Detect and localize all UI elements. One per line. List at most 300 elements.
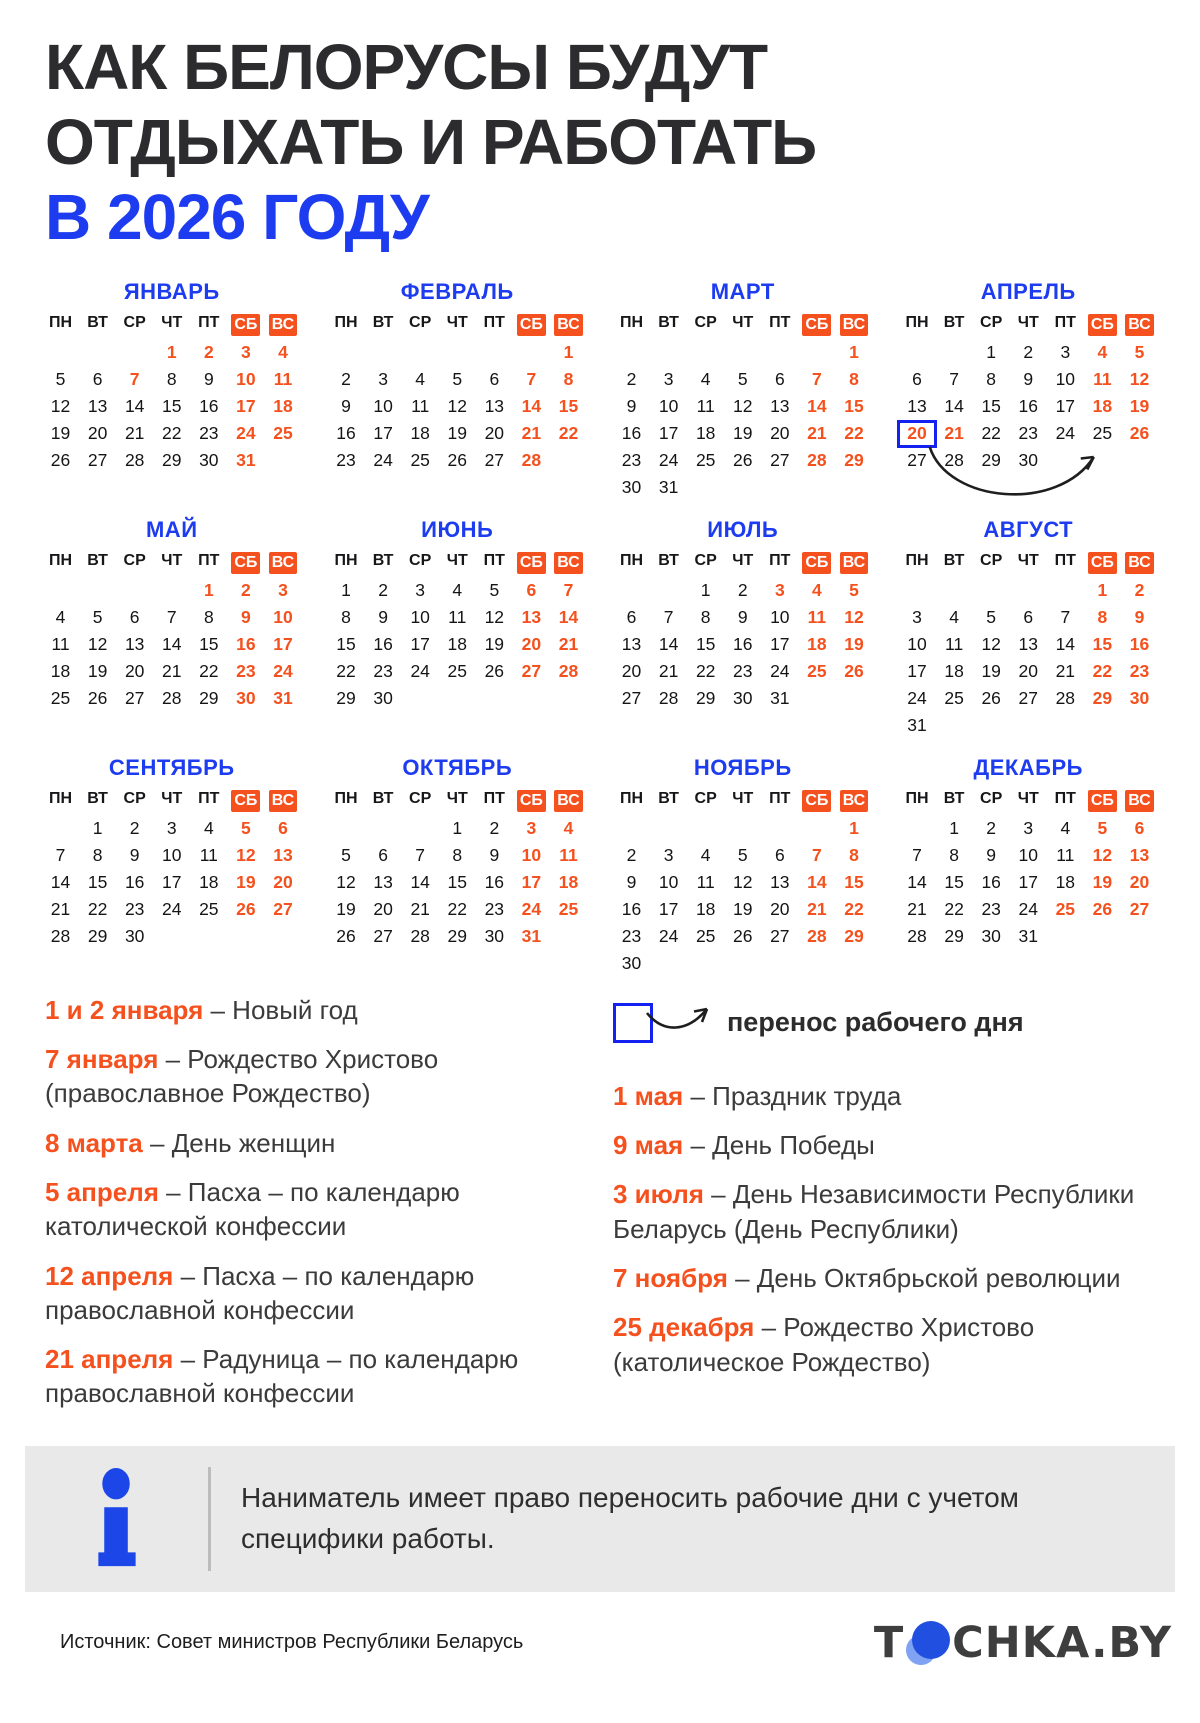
weekend-header-box: СБ [1088, 552, 1117, 574]
holiday-date: 12 апреля [45, 1260, 174, 1291]
day-cell: 3 [1023, 817, 1034, 838]
weekday-label [227, 552, 264, 574]
day-cell: 8 [986, 368, 997, 389]
day-cell: 22 [447, 898, 467, 919]
page-footer [0, 1592, 1200, 1668]
day-cell: 14 [410, 871, 430, 892]
day-cell: 13 [87, 395, 108, 416]
weekday-label: СР [694, 789, 717, 807]
day-cell: 20 [484, 422, 505, 443]
day-cell: 22 [1092, 660, 1113, 681]
weekday-header [899, 790, 1159, 812]
weekend-header-box: СБ [517, 790, 546, 812]
empty-cell [513, 339, 550, 366]
day-cell: 4 [563, 817, 574, 838]
weekday-header [328, 314, 588, 336]
day-cell: 9 [626, 871, 637, 892]
day-cell: 27 [770, 449, 790, 470]
weekday-header [42, 552, 302, 574]
day-cell: 2 [1134, 579, 1145, 600]
dates-grid [899, 815, 1159, 950]
day-cell: 17 [521, 871, 542, 892]
day-cell: 3 [1060, 341, 1071, 362]
transfer-legend [613, 997, 1155, 1049]
weekday-label: ПН [334, 313, 358, 331]
day-cell: 26 [1129, 422, 1150, 443]
empty-cell [328, 815, 365, 842]
day-cell: 4 [700, 844, 711, 865]
dates-grid [899, 577, 1159, 739]
day-cell: 1 [986, 341, 997, 362]
day-cell: 25 [558, 898, 579, 919]
weekday-label: ВТ [372, 313, 394, 331]
holiday-item: 5 апреля – Пасха – по календарю католической конфессии [45, 1176, 460, 1242]
month-calendar-2 [328, 279, 588, 501]
day-cell: 6 [1134, 817, 1145, 838]
day-cell: 16 [1129, 633, 1150, 654]
day-cell: 2 [341, 368, 351, 389]
month-calendar-4 [899, 279, 1159, 501]
day-cell: 30 [199, 449, 219, 470]
day-cell: 7 [55, 844, 66, 865]
day-cell: 7 [129, 368, 140, 389]
weekday-header [613, 314, 873, 336]
weekday-label [835, 314, 872, 336]
day-cell: 8 [166, 368, 177, 389]
weekday-label: ВТ [87, 551, 108, 569]
empty-cell [724, 815, 761, 842]
day-cell: 6 [278, 817, 288, 838]
day-cell: 19 [1129, 395, 1150, 416]
day-cell: 18 [410, 422, 430, 443]
day-cell: 3 [415, 579, 426, 600]
day-cell: 1 [700, 579, 711, 600]
day-cell: 7 [1060, 606, 1071, 627]
day-cell: 4 [1060, 817, 1071, 838]
day-cell: 21 [410, 898, 430, 919]
day-cell: 18 [558, 871, 579, 892]
day-cell: 25 [50, 687, 71, 708]
day-cell: 28 [658, 687, 679, 708]
empty-cell [936, 339, 973, 366]
empty-cell [973, 577, 1010, 604]
weekday-label [798, 552, 835, 574]
weekday-label: ВТ [87, 313, 108, 331]
day-cell: 26 [484, 660, 505, 681]
weekend-header-box: ВС [840, 552, 869, 574]
day-cell: 19 [733, 422, 753, 443]
day-cell: 23 [124, 898, 145, 919]
weekday-label: ЧТ [1017, 551, 1039, 569]
day-cell: 27 [521, 660, 542, 681]
weekday-label [227, 314, 264, 336]
day-cell: 14 [907, 871, 927, 892]
weekday-label [1084, 552, 1121, 574]
holiday-date: 5 апреля [45, 1176, 159, 1207]
weekday-label [513, 790, 550, 812]
empty-cell [1047, 577, 1084, 604]
day-cell: 2 [626, 844, 637, 865]
day-cell: 20 [1129, 871, 1150, 892]
day-cell: 26 [844, 660, 864, 681]
weekday-label: ПН [620, 313, 644, 331]
day-cell: 8 [92, 844, 103, 865]
day-cell: 22 [695, 660, 716, 681]
day-cell: 20 [899, 420, 936, 447]
day-cell: 11 [559, 844, 578, 865]
day-cell: 29 [1092, 687, 1113, 708]
day-cell: 26 [981, 687, 1001, 708]
day-cell: 22 [199, 660, 219, 681]
month-title: МАРТ [710, 278, 775, 304]
day-cell: 23 [236, 660, 256, 681]
weekday-label: ПТ [1054, 789, 1076, 807]
day-cell: 3 [278, 579, 288, 600]
day-cell: 19 [733, 898, 753, 919]
empty-cell [42, 815, 79, 842]
weekday-label [550, 314, 587, 336]
day-cell: 21 [807, 422, 827, 443]
day-cell: 14 [50, 871, 71, 892]
day-cell: 19 [447, 422, 467, 443]
day-cell: 14 [807, 871, 827, 892]
day-cell: 16 [336, 422, 356, 443]
day-cell: 1 [166, 341, 177, 362]
day-cell: 29 [447, 925, 467, 946]
weekday-label: ПТ [483, 789, 505, 807]
day-cell: 15 [558, 395, 579, 416]
day-cell: 29 [695, 687, 716, 708]
weekday-label [264, 790, 301, 812]
day-cell: 2 [203, 341, 214, 362]
weekday-label: ПТ [198, 551, 220, 569]
day-cell: 9 [241, 606, 251, 627]
day-cell: 2 [241, 579, 251, 600]
weekend-header-box: СБ [802, 790, 831, 812]
day-cell: 10 [373, 395, 393, 416]
day-cell: 21 [558, 633, 579, 654]
day-cell: 14 [1055, 633, 1076, 654]
day-cell: 15 [981, 395, 1001, 416]
weekday-label: ПН [334, 789, 358, 807]
day-cell: 4 [415, 368, 426, 389]
month-title: ФЕВРАЛЬ [400, 278, 514, 304]
day-cell: 17 [373, 422, 393, 443]
day-cell: 9 [737, 606, 748, 627]
day-cell: 21 [162, 660, 182, 681]
holiday-item: 1 и 2 января – Новый год [45, 994, 358, 1025]
weekday-label: ПТ [198, 789, 220, 807]
day-cell: 30 [373, 687, 393, 708]
day-cell: 12 [1129, 368, 1150, 389]
day-cell: 21 [944, 422, 964, 443]
day-cell: 9 [626, 395, 637, 416]
day-cell: 18 [695, 422, 716, 443]
weekend-header-box: ВС [554, 314, 583, 336]
day-cell: 2 [1023, 341, 1034, 362]
day-cell: 18 [695, 898, 716, 919]
transfer-label: перенос рабочего дня [727, 1007, 1024, 1038]
day-cell: 4 [949, 606, 959, 627]
day-cell: 25 [695, 925, 716, 946]
day-cell: 9 [1134, 606, 1145, 627]
empty-cell [402, 815, 439, 842]
day-cell: 22 [558, 422, 579, 443]
day-cell: 7 [563, 579, 574, 600]
day-cell: 4 [203, 817, 214, 838]
day-cell: 29 [844, 925, 864, 946]
weekday-label: ЧТ [732, 789, 754, 807]
empty-cell [650, 815, 687, 842]
day-cell: 8 [452, 844, 463, 865]
day-cell: 13 [770, 871, 790, 892]
day-cell: 18 [199, 871, 219, 892]
day-cell: 11 [273, 368, 293, 389]
day-cell: 3 [663, 368, 674, 389]
day-cell: 17 [236, 395, 256, 416]
empty-cell [116, 577, 153, 604]
day-cell: 22 [87, 898, 108, 919]
day-cell: 24 [907, 687, 927, 708]
day-cell: 6 [626, 606, 637, 627]
day-cell: 31 [521, 925, 542, 946]
day-cell: 9 [986, 844, 997, 865]
day-cell: 29 [199, 687, 219, 708]
day-cell: 8 [949, 844, 959, 865]
day-cell: 24 [658, 925, 679, 946]
day-cell: 14 [521, 395, 542, 416]
day-cell: 30 [1018, 449, 1038, 470]
day-cell: 29 [162, 449, 182, 470]
dates-grid [613, 577, 873, 712]
weekday-label [835, 790, 872, 812]
day-cell: 22 [162, 422, 182, 443]
empty-cell [798, 815, 835, 842]
weekday-label: ЧТ [161, 551, 183, 569]
day-cell: 19 [844, 633, 864, 654]
day-cell: 24 [236, 422, 256, 443]
day-cell: 21 [1055, 660, 1076, 681]
day-cell: 10 [658, 395, 679, 416]
empty-cell [613, 577, 650, 604]
weekday-label [513, 552, 550, 574]
empty-cell [899, 815, 936, 842]
day-cell: 28 [521, 449, 542, 470]
logo-letter-t: T [873, 1617, 905, 1668]
weekday-label: ВТ [943, 551, 965, 569]
weekday-label [550, 552, 587, 574]
day-cell: 26 [1092, 898, 1113, 919]
page-title-year: В 2026 ГОДУ [45, 180, 429, 253]
day-cell: 19 [981, 660, 1001, 681]
day-cell: 16 [621, 898, 642, 919]
day-cell: 18 [447, 633, 467, 654]
day-cell: 26 [50, 449, 71, 470]
day-cell: 11 [51, 633, 70, 654]
day-cell: 10 [770, 606, 790, 627]
day-cell: 10 [236, 368, 256, 389]
day-cell: 7 [166, 606, 177, 627]
weekday-header [42, 314, 302, 336]
holiday-item: 7 ноября – День Октябрьской революции [613, 1262, 1121, 1293]
day-cell: 12 [447, 395, 467, 416]
weekday-header [899, 552, 1159, 574]
day-cell: 31 [273, 687, 293, 708]
month-calendar-1 [42, 279, 302, 501]
day-cell: 26 [733, 925, 753, 946]
weekend-header-box: ВС [840, 314, 869, 336]
day-cell: 21 [807, 898, 827, 919]
day-cell: 3 [774, 579, 785, 600]
day-cell: 16 [981, 871, 1001, 892]
weekday-label: ВТ [372, 789, 394, 807]
day-cell: 27 [373, 925, 393, 946]
day-cell: 13 [907, 395, 927, 416]
weekend-header-box: ВС [1125, 314, 1154, 336]
day-cell: 18 [273, 395, 293, 416]
day-cell: 5 [849, 579, 859, 600]
day-cell: 29 [981, 449, 1001, 470]
day-cell: 20 [124, 660, 145, 681]
day-cell: 17 [658, 422, 679, 443]
info-banner [25, 1446, 1175, 1592]
legend-column-right [575, 993, 1155, 1426]
weekday-label: ПН [49, 313, 73, 331]
day-cell: 17 [770, 633, 790, 654]
day-cell: 15 [844, 395, 864, 416]
empty-cell [613, 339, 650, 366]
day-cell: 15 [162, 395, 182, 416]
empty-cell [328, 339, 365, 366]
day-cell: 13 [484, 395, 505, 416]
weekday-label: СР [694, 551, 717, 569]
empty-cell [650, 339, 687, 366]
day-cell: 9 [129, 844, 140, 865]
day-cell: 7 [526, 368, 537, 389]
day-cell: 24 [410, 660, 430, 681]
weekday-label [835, 552, 872, 574]
day-cell: 11 [945, 633, 964, 654]
day-cell: 6 [912, 368, 922, 389]
weekday-label: ВТ [943, 313, 965, 331]
empty-cell [613, 815, 650, 842]
weekend-header-box: СБ [517, 552, 546, 574]
day-cell: 1 [203, 579, 214, 600]
day-cell: 16 [199, 395, 219, 416]
dates-grid [42, 577, 302, 712]
day-cell: 14 [944, 395, 964, 416]
day-cell: 23 [199, 422, 219, 443]
holidays-section [0, 993, 1200, 1426]
day-cell: 7 [663, 606, 674, 627]
day-cell: 24 [521, 898, 542, 919]
weekday-label: ВТ [658, 789, 679, 807]
day-cell: 28 [807, 449, 827, 470]
month-calendar-3 [613, 279, 873, 501]
day-cell: 5 [737, 844, 748, 865]
day-cell: 21 [907, 898, 927, 919]
day-cell: 1 [563, 341, 574, 362]
weekday-label: ЧТ [732, 551, 754, 569]
day-cell: 17 [907, 660, 927, 681]
day-cell: 31 [236, 449, 256, 470]
day-cell: 23 [621, 925, 642, 946]
months-grid [0, 265, 1200, 977]
day-cell: 1 [341, 579, 351, 600]
weekday-label: ВТ [87, 789, 108, 807]
day-cell: 25 [410, 449, 430, 470]
day-cell: 16 [236, 633, 256, 654]
day-cell: 23 [336, 449, 356, 470]
empty-cell [936, 577, 973, 604]
day-cell: 30 [1129, 687, 1150, 708]
day-cell: 28 [807, 925, 827, 946]
day-cell: 7 [949, 368, 959, 389]
day-cell: 10 [1018, 844, 1038, 865]
day-cell: 28 [50, 925, 71, 946]
day-cell: 17 [658, 898, 679, 919]
day-cell: 26 [336, 925, 356, 946]
weekday-label: ПН [905, 313, 929, 331]
weekday-label: ЧТ [1017, 789, 1039, 807]
day-cell: 6 [1023, 606, 1034, 627]
weekday-label [798, 314, 835, 336]
day-cell: 18 [807, 633, 827, 654]
day-cell: 24 [1055, 422, 1076, 443]
day-cell: 15 [199, 633, 219, 654]
weekday-label: ПТ [769, 789, 791, 807]
day-cell: 8 [203, 606, 214, 627]
month-calendar-6 [328, 517, 588, 739]
month-title: АПРЕЛЬ [980, 278, 1076, 304]
day-cell: 13 [273, 844, 293, 865]
day-cell: 16 [124, 871, 145, 892]
weekend-header-box: СБ [231, 552, 260, 574]
day-cell: 4 [452, 579, 463, 600]
day-cell: 24 [770, 660, 790, 681]
day-cell: 5 [1134, 341, 1145, 362]
day-cell: 20 [1018, 660, 1038, 681]
day-cell: 23 [1129, 660, 1150, 681]
day-cell: 15 [944, 871, 964, 892]
weekend-header-box: ВС [554, 552, 583, 574]
day-cell: 27 [621, 687, 642, 708]
day-cell: 23 [373, 660, 393, 681]
weekend-header-box: ВС [840, 790, 869, 812]
holidays-list-right [613, 1079, 1155, 1379]
empty-cell [439, 339, 476, 366]
weekday-label: ПН [49, 789, 73, 807]
weekend-header-box: СБ [231, 314, 260, 336]
weekday-label: СР [409, 551, 432, 569]
day-cell: 4 [55, 606, 66, 627]
weekday-label: ПТ [483, 551, 505, 569]
month-calendar-9 [42, 755, 302, 977]
weekday-label: ПТ [1054, 551, 1076, 569]
day-cell: 7 [912, 844, 922, 865]
day-cell: 28 [944, 449, 964, 470]
day-cell: 20 [373, 898, 393, 919]
weekday-label: СР [409, 313, 432, 331]
empty-cell [476, 339, 513, 366]
day-cell: 5 [341, 844, 351, 865]
weekday-label: ПН [620, 551, 644, 569]
day-cell: 19 [336, 898, 356, 919]
weekday-header [613, 790, 873, 812]
dates-grid [42, 815, 302, 950]
day-cell: 20 [521, 633, 542, 654]
day-cell: 30 [621, 476, 642, 497]
